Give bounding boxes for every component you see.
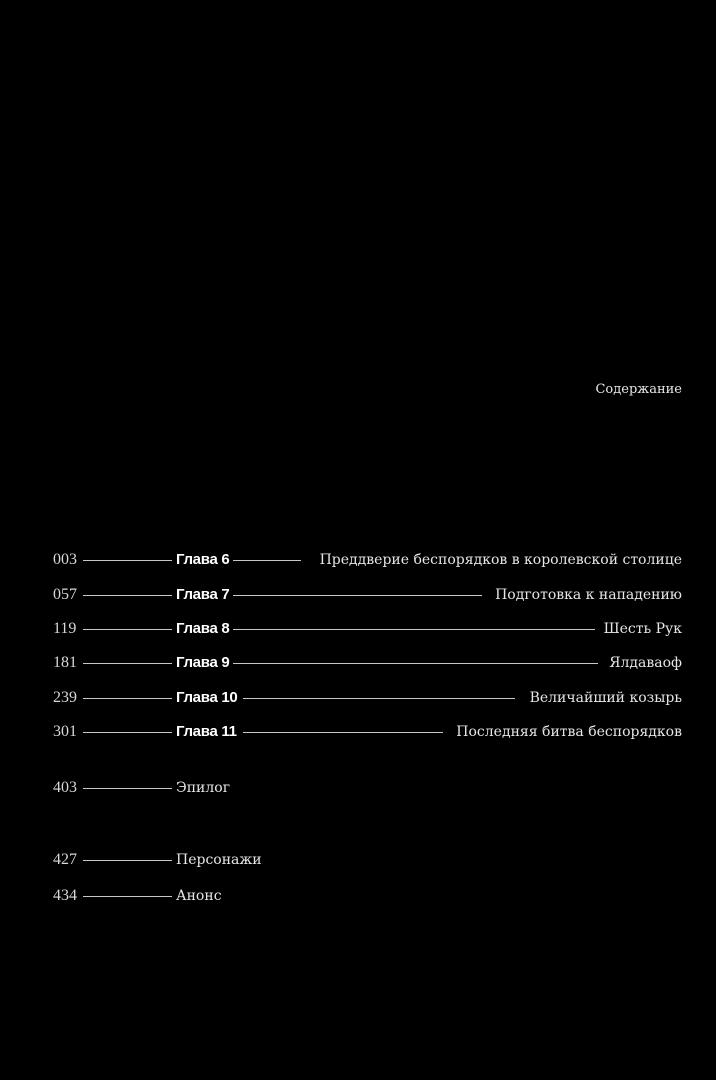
toc-entry[interactable] [53, 886, 682, 906]
page-number: 181 [53, 654, 77, 671]
chapter-title: Величайший козырь [529, 690, 682, 706]
page-number: 003 [53, 551, 77, 568]
page-number: 119 [53, 620, 77, 637]
section-title: Анонс [176, 888, 222, 904]
page-number: 403 [53, 779, 77, 796]
chapter-label: Глава 6 [176, 551, 230, 568]
leader-line [83, 629, 172, 630]
leader-line [233, 595, 482, 596]
chapter-label: Глава 11 [176, 723, 237, 740]
page-number: 427 [53, 851, 77, 868]
leader-line [83, 663, 172, 664]
leader-line [233, 560, 301, 561]
leader-line [233, 629, 595, 630]
page-number: 057 [53, 586, 77, 603]
toc-entry[interactable] [53, 722, 682, 742]
leader-line [83, 788, 172, 789]
toc-entry[interactable] [53, 688, 682, 708]
section-title: Персонажи [176, 852, 262, 868]
leader-line [243, 698, 515, 699]
leader-line [83, 732, 172, 733]
toc-entry[interactable] [53, 653, 682, 673]
leader-line [83, 560, 172, 561]
chapter-title: Последняя битва беспорядков [456, 724, 682, 740]
leader-line [83, 860, 172, 861]
leader-line [83, 896, 172, 897]
chapter-title: Ялдаваоф [609, 655, 682, 671]
leader-line [233, 663, 598, 664]
chapter-label: Глава 10 [176, 689, 238, 706]
chapter-label: Глава 7 [176, 586, 230, 603]
chapter-title: Шесть Рук [603, 621, 682, 637]
toc-entry[interactable] [53, 619, 682, 639]
toc-entry[interactable] [53, 778, 682, 798]
leader-line [243, 732, 443, 733]
toc-entry[interactable] [53, 850, 682, 870]
page-number: 239 [53, 689, 77, 706]
chapter-label: Глава 8 [176, 620, 230, 637]
section-title: Эпилог [176, 780, 231, 796]
toc-entry[interactable] [53, 585, 682, 605]
chapter-title: Преддверие беспорядков в королевской столице [319, 552, 682, 568]
contents-heading: Содержание [595, 382, 682, 397]
chapter-label: Глава 9 [176, 654, 230, 671]
leader-line [83, 698, 172, 699]
page-number: 301 [53, 723, 77, 740]
toc-entry[interactable] [53, 550, 682, 570]
leader-line [83, 595, 172, 596]
chapter-title: Подготовка к нападению [495, 587, 682, 603]
page-number: 434 [53, 887, 77, 904]
